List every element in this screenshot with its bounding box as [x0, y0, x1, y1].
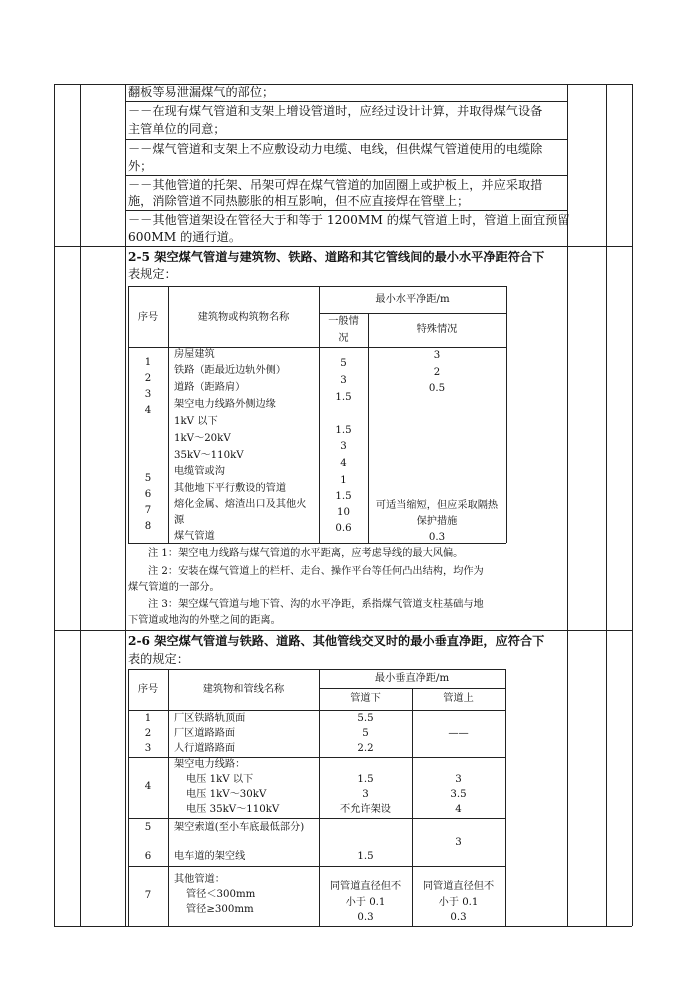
table-2-6-below: 3 [362, 789, 369, 800]
table-2-5-general: 1 [340, 475, 347, 486]
section-2-6-intro-2: 表的规定： [128, 652, 189, 666]
table-2-6-header-seq: 序号 [137, 684, 159, 695]
top-line-8: －－其他管道架设在管径大于和等于 1200MM 的煤气管道上时，管道上面宜预留 [128, 213, 570, 227]
table-2-5-note-3-cont: 下管道或地沟的外壁之间的距离。 [128, 615, 281, 626]
table-2-6-below: 2.2 [357, 743, 374, 754]
table-2-6-seq: 5 [144, 822, 152, 833]
top-line-1: 翻板等易泄漏煤气的部位； [128, 85, 275, 99]
table-2-6-header-name: 建筑物和管线名称 [202, 684, 285, 695]
table-2-6-subname: 管径＜300mm [186, 889, 256, 900]
table-2-5-seq: 1 [144, 357, 152, 368]
table-2-6-seq: 7 [144, 890, 152, 901]
table-2-5-name: 熔化金属、熔渣出口及其他火 [174, 499, 307, 510]
table-2-5-special: 可适当缩短，但应采取隔热 [375, 500, 499, 511]
table-2-5-general: 1.5 [335, 425, 352, 436]
table-2-6-seq: 4 [144, 781, 152, 792]
table-2-5-general: 3 [340, 375, 347, 386]
table-2-5-general: 1.5 [335, 392, 352, 403]
table-2-6-name: 架空电力线路： [174, 759, 246, 770]
table-2-6-name: 厂区铁路轨顶面 [174, 713, 246, 724]
table-2-5-header-general-1: 一般情 [328, 316, 359, 327]
top-line-4: －－煤气管道和支架上不应敷设动力电缆、电线，但供煤气管道使用的电缆除 [128, 142, 543, 156]
table-2-6-below: 小于 0.1 [345, 897, 386, 908]
top-line-7: 施，消除管道不同热膨胀的相互影响，但不应直接焊在管壁上； [128, 194, 470, 208]
table-2-5-name: 架空电力线路外侧边缘 [174, 399, 276, 410]
table-2-5-general: 1.5 [335, 491, 352, 502]
table-2-6-seq: 6 [144, 851, 152, 862]
table-2-5-name: 铁路（距最近边轨外侧） [174, 365, 287, 376]
table-2-5-name: 1kV 以下 [174, 416, 218, 427]
table-2-5-general: 4 [340, 458, 347, 469]
table-2-5-general: 5 [340, 358, 347, 369]
table-2-5-seq: 2 [144, 373, 152, 384]
table-2-6-subname: 管径≥300mm [186, 904, 254, 915]
table-2-6-seq: 2 [144, 728, 152, 739]
table-2-6-below: 5.5 [357, 713, 374, 724]
table-2-5-name: 35kV～110kV [174, 450, 244, 461]
table-2-6-above: 4 [455, 804, 462, 815]
table-2-6-above: 3 [455, 774, 462, 785]
table-2-6-subname: 电压 35kV～110kV [186, 804, 280, 815]
table-2-6-name: 厂区道路路面 [174, 728, 236, 739]
table-2-5-header-special: 特殊情况 [416, 324, 458, 335]
table-2-6-subname: 电压 1kV 以下 [186, 774, 254, 785]
table-2-6-header-below: 管道下 [350, 693, 381, 704]
table-2-6-name: 其他管道： [174, 874, 225, 885]
table-2-6-above: 同管道直径但不 [422, 881, 495, 892]
table-2-6-below: 1.5 [357, 851, 374, 862]
table-2-5-name: 道路（距路肩） [174, 382, 246, 393]
table-2-6-below: 5 [362, 728, 369, 739]
table-2-5-seq: 8 [144, 521, 152, 532]
table-2-5-seq: 6 [144, 489, 152, 500]
table-2-6-header-dist: 最小垂直净距/m [374, 673, 450, 684]
table-2-5-special: 0.5 [428, 383, 446, 394]
table-2-5-general: 10 [337, 507, 350, 518]
table-2-5-header-seq: 序号 [137, 312, 159, 323]
section-2-6-intro-1: 2-6 架空煤气管道与铁路、道路、其他管线交叉时的最小垂直净距，应符合下 [128, 634, 545, 648]
table-2-5-special: 3 [433, 350, 441, 361]
table-2-6-seq: 1 [144, 713, 152, 724]
top-line-9: 600MM 的通行道。 [128, 230, 242, 244]
top-line-2: －－在现有煤气管道和支架上增设管道时，应经过设计计算，并取得煤气设备 [128, 104, 543, 118]
table-2-5-seq: 7 [144, 505, 152, 516]
table-2-6-above: 0.3 [450, 912, 467, 923]
table-2-5-note-1: 注 1：架空电力线路与煤气管道的水平距离，应考虑导线的最大风偏。 [148, 548, 464, 559]
table-2-5-name: 1kV～20kV [174, 433, 231, 444]
section-2-5-intro-2: 表规定： [128, 267, 177, 281]
top-line-6: －－其他管道的托架、吊架可焊在煤气管道的加固圈上或护板上，并应采取措 [128, 178, 543, 192]
table-2-6-above: 3.5 [450, 789, 467, 800]
table-2-6-below: 不允许架设 [340, 804, 391, 815]
table-2-5-note-3: 注 3：架空煤气管道与地下管、沟的水平净距，系指煤气管道支柱基础与地 [148, 599, 484, 610]
table-2-5-name: 煤气管道 [174, 531, 215, 542]
top-line-3: 主管单位的同意； [128, 122, 226, 136]
table-2-6-seq: 3 [144, 743, 152, 754]
table-2-5-header-general-2: 况 [338, 333, 349, 344]
table-2-5-seq: 5 [144, 473, 152, 484]
table-2-5-name: 源 [174, 515, 185, 526]
table-2-5-header-dist: 最小水平净距/m [375, 294, 450, 305]
table-2-6-subname: 电压 1kV～30kV [186, 789, 267, 800]
top-line-5: 外； [128, 159, 153, 173]
table-2-6-below: 0.3 [357, 912, 374, 923]
table-2-5-name: 电缆管或沟 [174, 466, 225, 477]
table-2-5-special: 2 [433, 367, 441, 378]
table-2-6-above: —— [448, 728, 469, 739]
table-2-6-below: 1.5 [357, 774, 374, 785]
table-2-6-below: 同管道直径但不 [329, 881, 402, 892]
table-2-5-header-name: 建筑物或构筑物名称 [197, 312, 290, 323]
table-2-6-header-above: 管道上 [443, 693, 474, 704]
table-2-5-name: 其他地下平行敷设的管道 [174, 483, 287, 494]
table-2-5-seq: 3 [144, 389, 152, 400]
table-2-6-name: 人行道路路面 [174, 743, 236, 754]
table-2-6-above: 3 [455, 837, 462, 848]
table-2-5-general: 0.6 [335, 523, 352, 534]
table-2-5-special: 0.3 [428, 532, 446, 543]
section-2-5-intro-1: 2-5 架空煤气管道与建筑物、铁路、道路和其它管线间的最小水平净距符合下 [128, 250, 545, 264]
table-2-5-note-2: 注 2：安装在煤气管道上的栏杆、走台、操作平台等任何凸出结构，均作为 [148, 566, 484, 577]
table-2-6-above: 小于 0.1 [438, 897, 479, 908]
table-2-5-special: 保护措施 [416, 516, 458, 527]
table-2-5-name: 房屋建筑 [174, 349, 215, 360]
table-2-5-general: 3 [340, 441, 347, 452]
table-2-5-note-2-cont: 煤气管道的一部分。 [128, 582, 220, 593]
table-2-6-name: 架空索道(至小车底最低部分) [174, 822, 305, 833]
table-2-6-name: 电车道的架空线 [174, 851, 246, 862]
table-2-5-seq: 4 [144, 405, 152, 416]
